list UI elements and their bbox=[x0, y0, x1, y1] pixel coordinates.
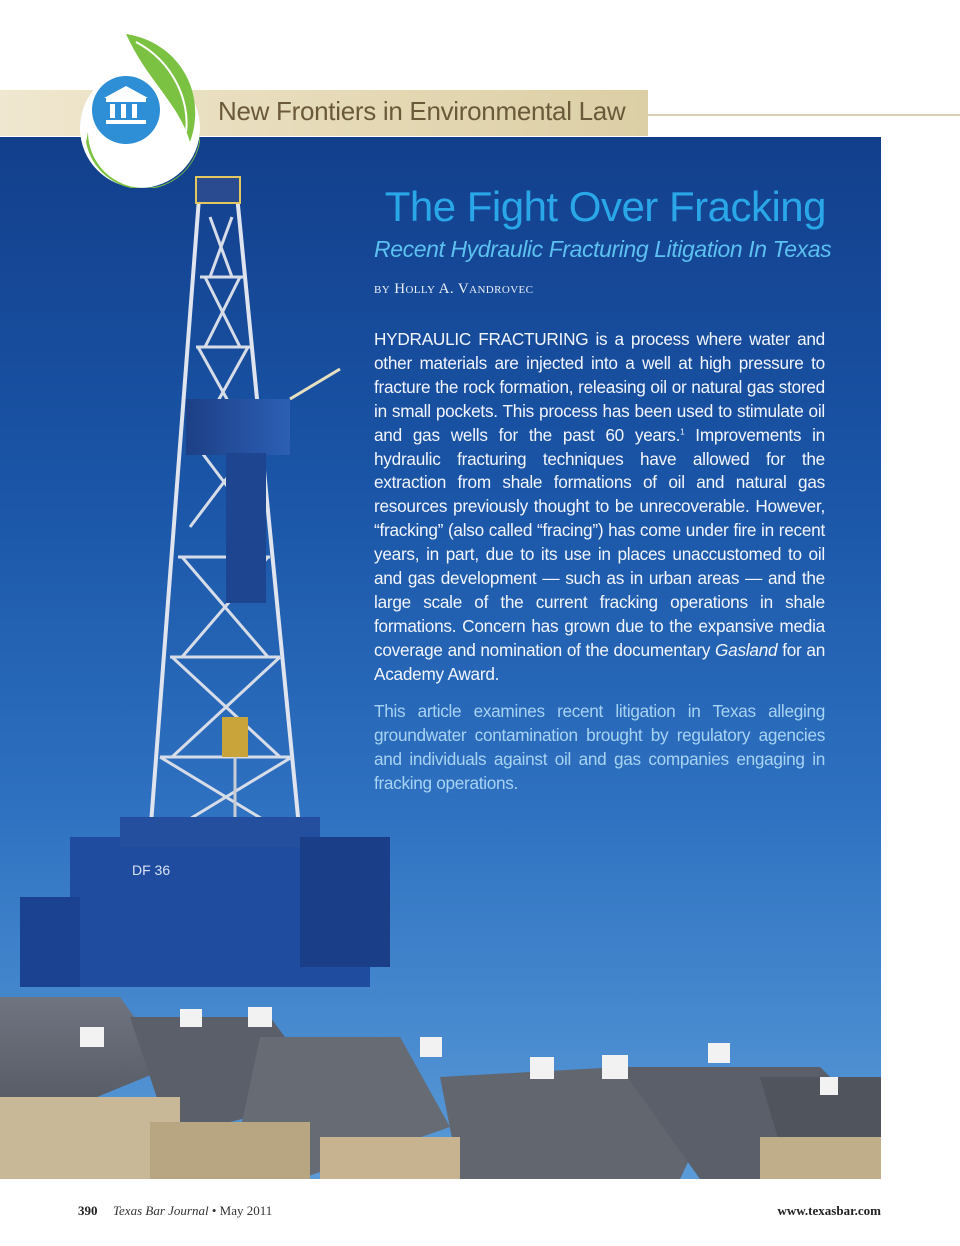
rig-housing bbox=[186, 399, 290, 455]
body-text-part1: HYDRAULIC FRACTURING is a process where water and other materials are injected into a well at high pressure to fracture the rock formation, releasing oil or natural gas stored in small pockets. This process has been used to stimulate oil and gas wells for the past 60 years. bbox=[374, 329, 825, 445]
article-body bbox=[374, 328, 825, 687]
body-text-part3: for an Academy Award. bbox=[374, 639, 825, 684]
issue-date: May 2011 bbox=[219, 1203, 273, 1218]
journal-info bbox=[113, 1203, 272, 1219]
journal-name: Texas Bar Journal bbox=[113, 1203, 209, 1218]
rooftops bbox=[0, 997, 881, 1179]
article-byline: by Holly A. Vandrovec bbox=[374, 281, 534, 297]
section-title: New Frontiers in Environmental Law bbox=[218, 96, 626, 126]
body-text-part2: Improvements in hydraulic fracturing techniques have allowed for the extraction from shale formations of oil and natural gas resources previously thought to be unrecoverable. However, “fracking” (also called “fracing”) has come under fire in recent years, in part, due to its use in places unaccustomed to oil and gas development — such as in urban areas — and the large scale of the current fracking operations in shale formations. Concern has grown due to the expansive media coverage and nomination of the documentary bbox=[374, 424, 825, 660]
header-rule bbox=[648, 114, 960, 116]
page-footer bbox=[0, 1203, 960, 1223]
environmental-law-logo bbox=[78, 32, 212, 188]
footer-separator: • bbox=[211, 1203, 217, 1218]
film-title: Gasland bbox=[715, 639, 778, 660]
article-subtitle: Recent Hydraulic Fracturing Litigation In Texas bbox=[374, 236, 832, 262]
hook-block bbox=[222, 717, 248, 757]
article-intro: This article examines recent litigation in Texas alleging groundwater contamination brought by regulatory agencies and individuals against oil and gas companies engaging in fracking operations. bbox=[374, 701, 825, 793]
article-title: The Fight Over Fracking bbox=[384, 183, 826, 230]
rig-marking: DF 36 bbox=[132, 862, 171, 878]
footnote-marker[interactable]: 1 bbox=[680, 426, 685, 436]
website-link[interactable]: www.texasbar.com bbox=[777, 1203, 881, 1218]
page-number: 390 bbox=[78, 1203, 98, 1218]
